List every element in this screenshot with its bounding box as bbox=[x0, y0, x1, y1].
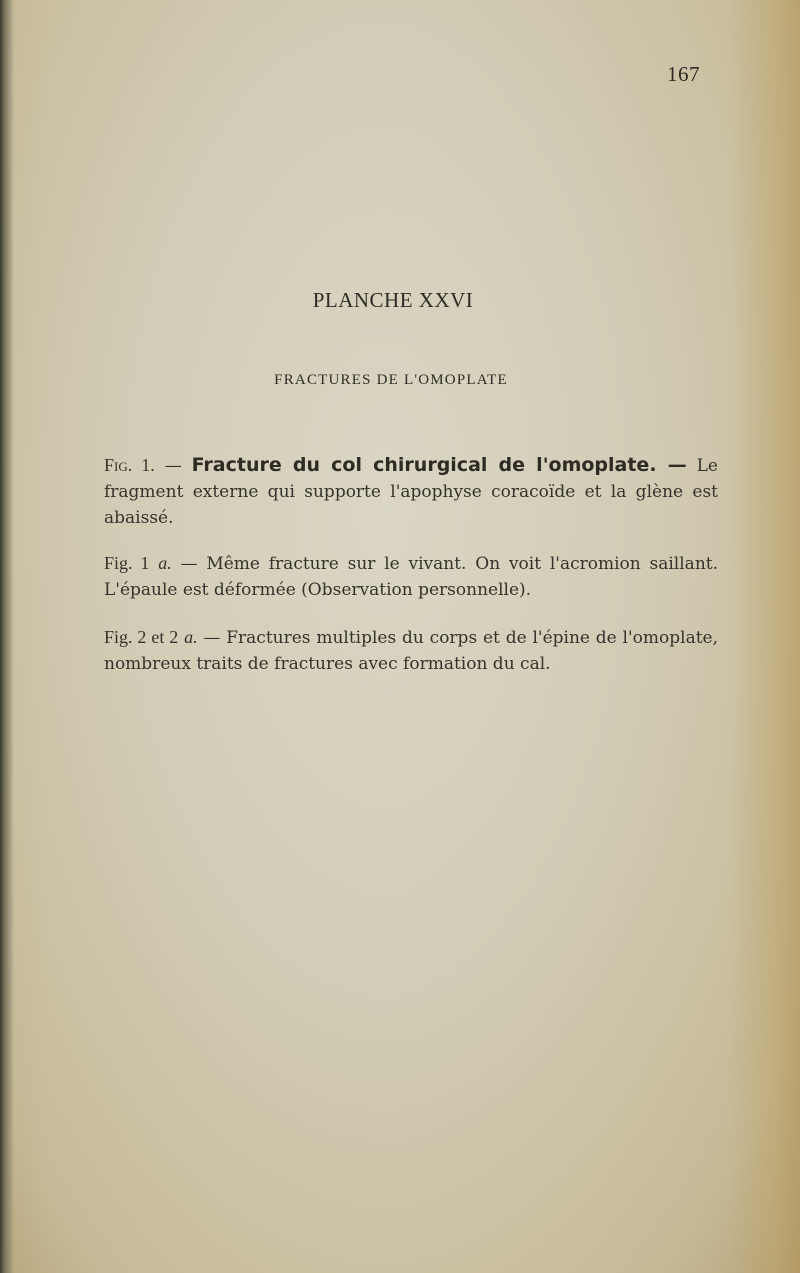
figure-1-label: Fig. 1. bbox=[104, 455, 155, 475]
figure-1a-text: — Même fracture sur le vivant. On voit l'acromion saillant. L'épaule est déformée (Observation personnelle). bbox=[104, 554, 719, 600]
figure-1-title: Fracture du col chirurgical de l'omoplate. bbox=[191, 454, 657, 476]
page-number: 167 bbox=[667, 62, 700, 86]
figure-1-title-dash: — bbox=[656, 454, 687, 476]
figure-1-caption bbox=[86, 452, 718, 531]
plate-title: PLANCHE XXVI bbox=[312, 288, 474, 312]
figure-1a-label-italic: a. bbox=[158, 553, 172, 573]
figure-2-text: — Fractures multiples du corps et de l'épine de l'omoplate, nombreux traits de fractures avec formation du cal. bbox=[104, 628, 719, 674]
figure-1a-caption bbox=[86, 550, 718, 603]
figure-2-label-italic: a. bbox=[184, 627, 198, 647]
figure-1-dash: — bbox=[154, 456, 192, 476]
figure-1a-label: Fig. 1 bbox=[104, 553, 150, 573]
figure-2-caption bbox=[86, 624, 718, 677]
section-title: FRACTURES DE L'OMOPLATE bbox=[274, 372, 508, 388]
figure-2-label: Fig. 2 et 2 bbox=[104, 627, 179, 647]
figure-1-text: Le fragment externe qui supporte l'apophyse coracoïde et la glène est abaissé. bbox=[104, 456, 718, 528]
